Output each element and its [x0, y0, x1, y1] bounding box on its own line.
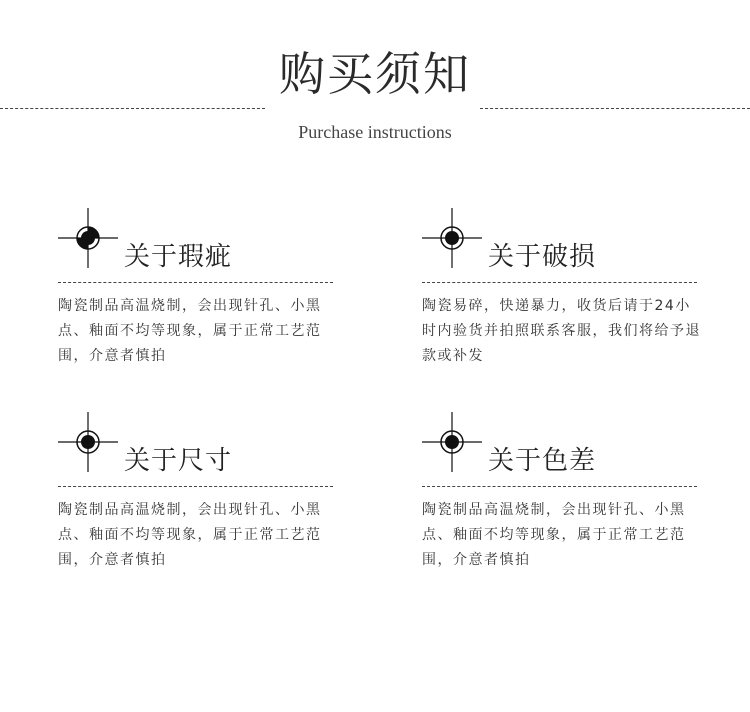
section-divider [58, 486, 333, 487]
section-divider [58, 282, 333, 283]
crosshair-icon [422, 412, 482, 472]
crosshair-icon [58, 208, 118, 268]
section-divider [422, 486, 697, 487]
title-divider-right [480, 108, 750, 109]
section-body: 陶瓷易碎，快递暴力，收货后请于24小时内验货并拍照联系客服，我们将给予退款或补发 [422, 298, 701, 364]
section-body: 陶瓷制品高温烧制，会出现针孔、小黑点、釉面不均等现象，属于正常工艺范围，介意者慎拍 [422, 502, 686, 568]
crosshair-icon [58, 412, 118, 472]
section-title: 关于尺寸 [124, 446, 233, 476]
section-title: 关于瑕疵 [124, 242, 233, 272]
title-divider-left [0, 108, 265, 109]
page-title: 购买须知 [279, 47, 471, 101]
section-body: 陶瓷制品高温烧制，会出现针孔、小黑点、釉面不均等现象，属于正常工艺范围，介意者慎拍 [58, 298, 322, 364]
page-subtitle: Purchase instructions [298, 122, 452, 142]
section-divider [422, 282, 697, 283]
crosshair-icon [422, 208, 482, 268]
section-title: 关于破损 [488, 242, 597, 272]
section-title: 关于色差 [488, 446, 597, 476]
section-body: 陶瓷制品高温烧制，会出现针孔、小黑点、釉面不均等现象，属于正常工艺范围，介意者慎拍 [58, 502, 322, 568]
